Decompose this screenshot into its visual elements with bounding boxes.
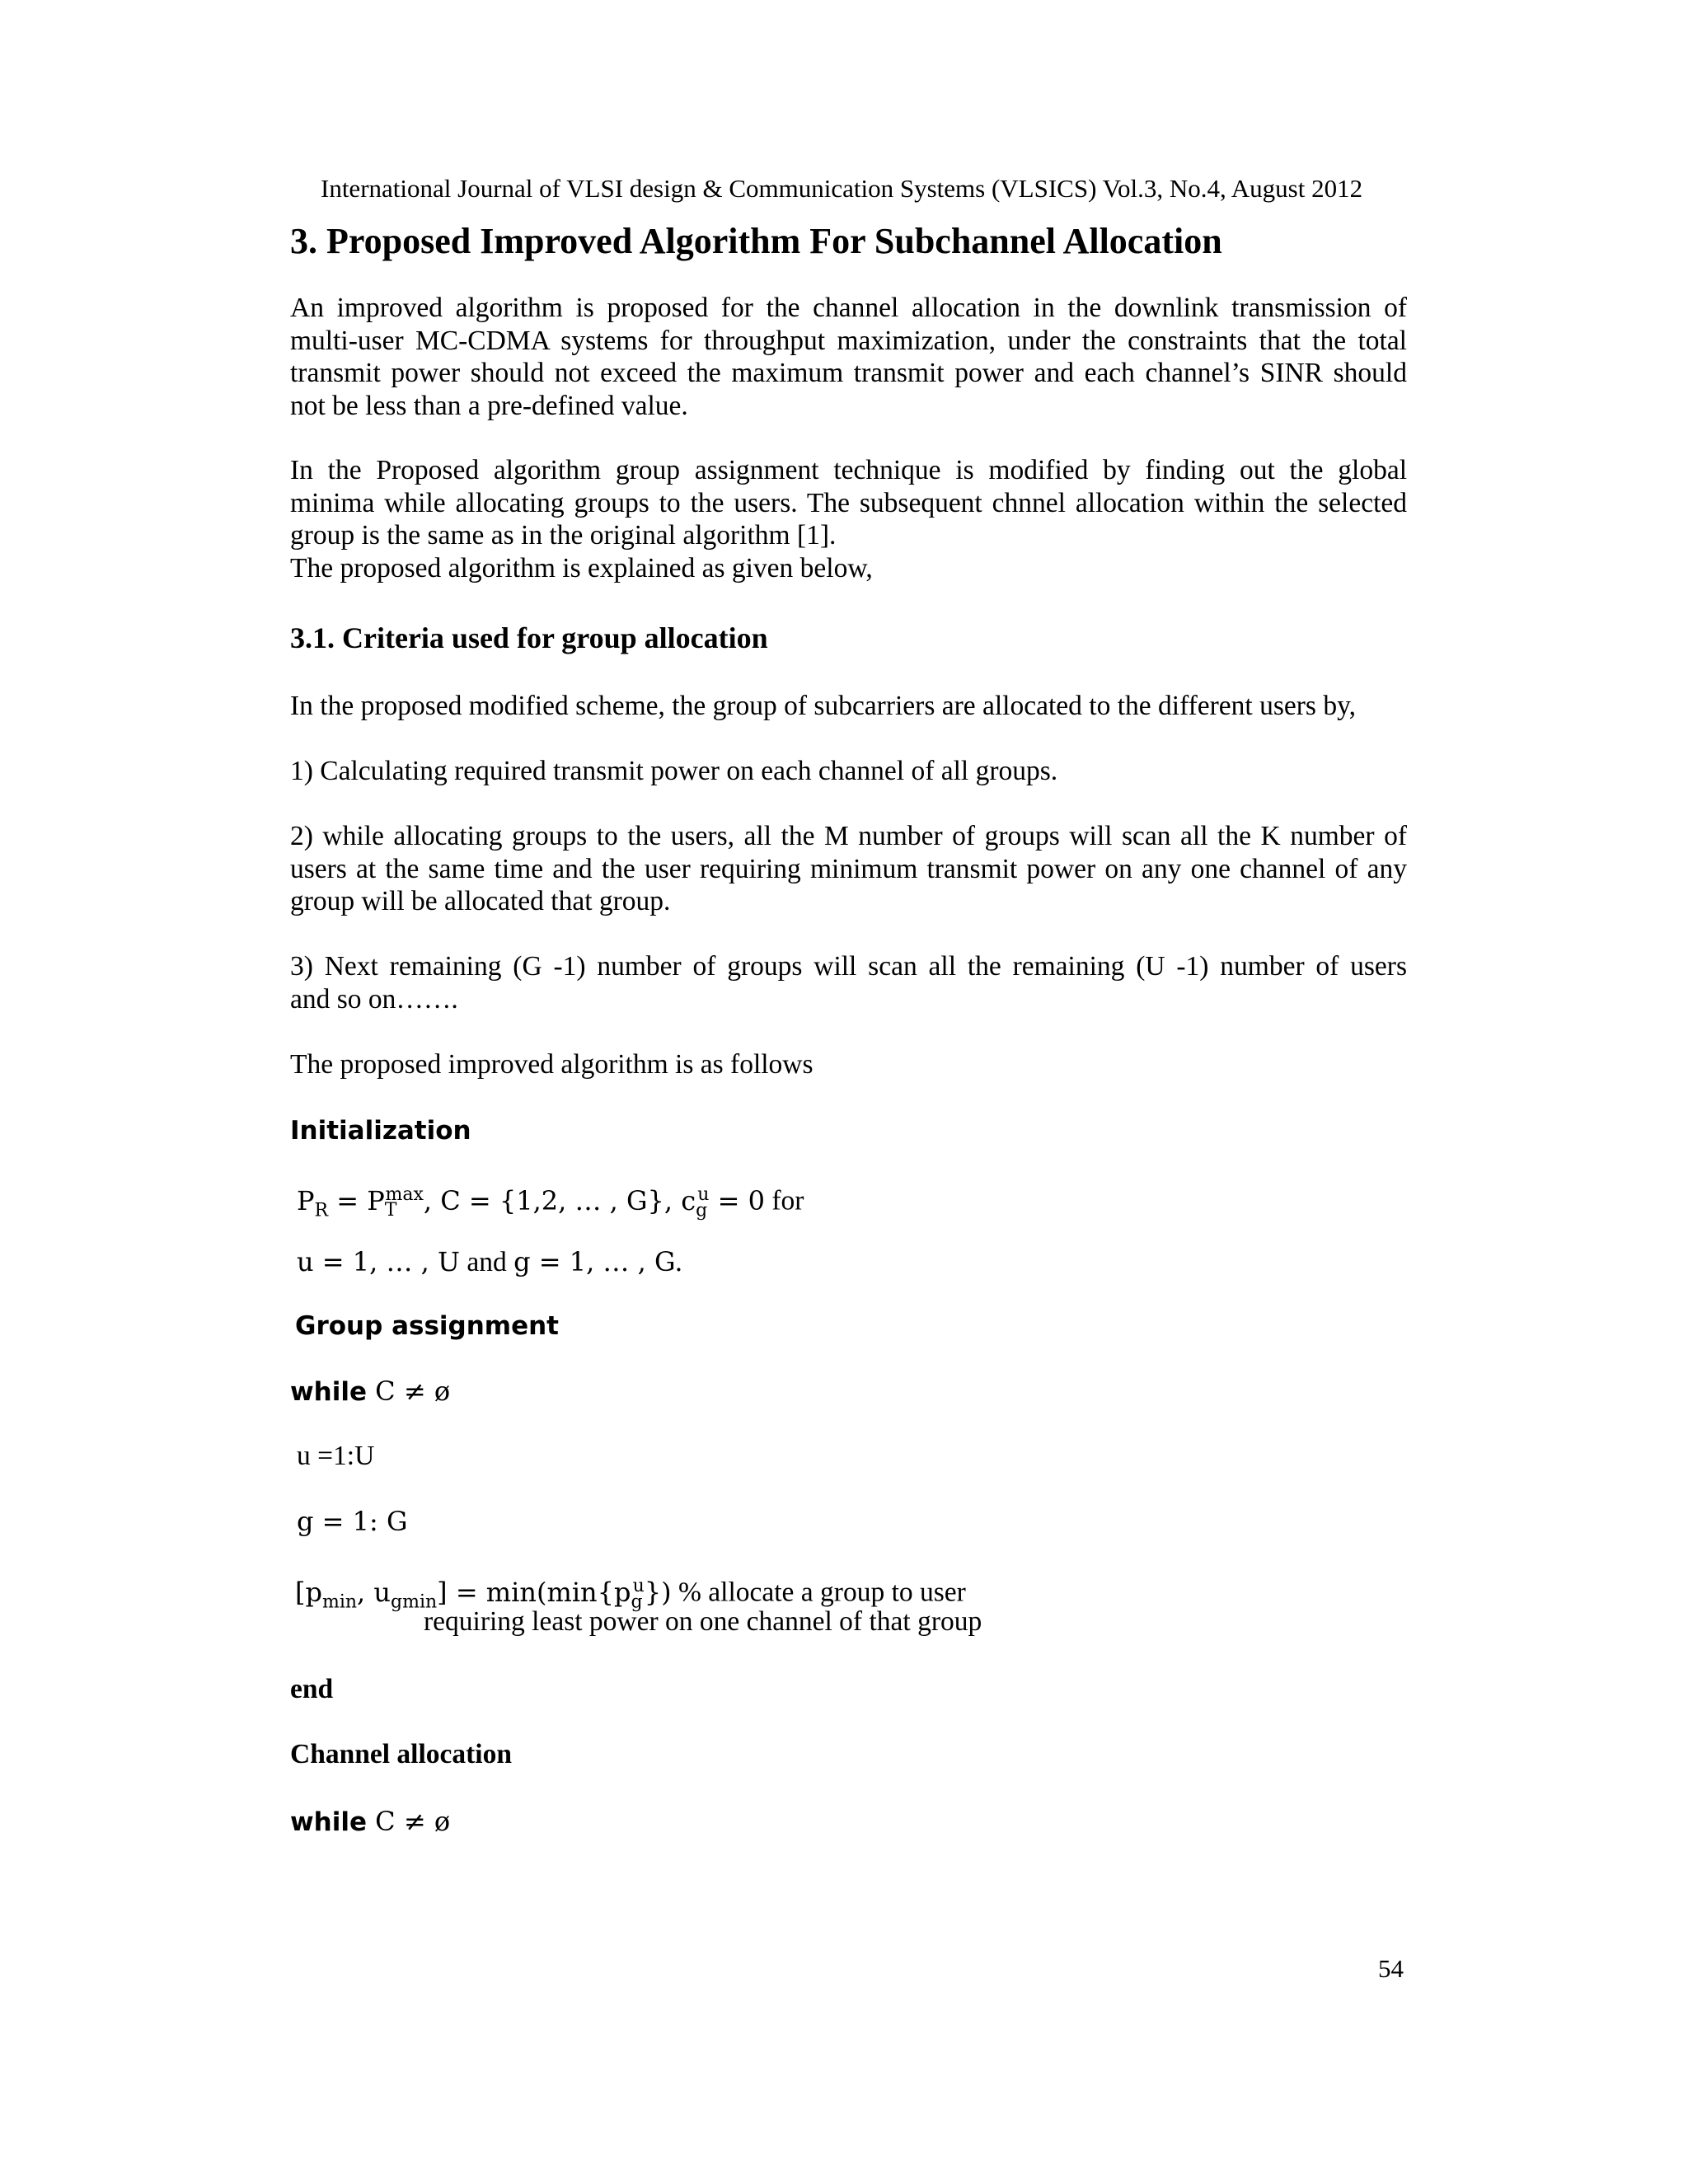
subsection-title: 3.1. Criteria used for group allocation [290,621,768,654]
while-condition: C ≠ ø [367,1376,451,1407]
min-expression: [$p_{min}$, $u_{gmin}] = \min(\min\{p_g^u\})$ [295,1576,672,1613]
and-text: and [459,1247,514,1277]
criteria-item-3 [290,950,1407,1015]
paragraph-line: group will be allocated that group. [290,886,671,916]
initialization-line-2 [297,1245,683,1279]
paragraph-line: The proposed algorithm is explained as given below, [290,552,873,583]
running-header: International Journal of VLSI design & Communication Systems (VLSICS) Vol.3, No.4, August 2012 [321,174,1363,203]
page-number: 54 [1378,1954,1404,1983]
paragraph-line: An improved algorithm is proposed for the channel allocation in the downlink transmission of [290,293,1407,323]
paragraph-line: multi-user MC-CDMA systems for throughput maximization, under the constraints that the total [290,325,1407,356]
paragraph-line: 2) while allocating groups to the users, all the M number of groups will scan all the K number of [290,821,1407,851]
paragraph-line: and so on……. [290,983,458,1015]
algorithm-comment: % allocate a group to user [671,1577,966,1608]
power-remaining-var: $P_R = P_T^{max}$, C = {1,2, … , G}, $c_g^u = 0$ [297,1184,765,1221]
paragraph-line: group is the same as in the original algorithm [1]. [290,520,837,551]
u-range: u = 1, … , U [297,1246,460,1277]
paragraph-proposed [290,454,1407,584]
for-text: for [764,1185,804,1216]
paragraph-line: In the Proposed algorithm group assignment technique is modified by finding out the global [290,455,1407,485]
initialization-heading: Initialization [290,1116,471,1146]
paragraph-line: not be less than a pre-defined value. [290,390,688,421]
end-keyword: end [290,1674,334,1704]
paragraph-line: minima while allocating groups to the users. The subsequent chnnel allocation within the selected [290,487,1407,518]
algorithm-intro: The proposed improved algorithm is as follows [290,1049,814,1080]
group-assignment-heading: Group assignment [295,1311,560,1341]
g-range: g = 1, … , G. [513,1246,683,1277]
while-statement-2 [290,1805,450,1839]
while-condition: C ≠ ø [367,1806,451,1837]
criteria-item-2 [290,820,1407,918]
paragraph-line: users at the same time and the user requiring minimum transmit power on any one channel of any [290,853,1407,884]
paragraph-intro [290,292,1407,422]
max-power-sub: T [384,1200,397,1221]
algorithm-comment-continued: requiring least power on one channel of that group [424,1606,982,1637]
criteria-intro: In the proposed modified scheme, the group of subcarriers are allocated to the different users by, [290,691,1357,721]
while-keyword: while [290,1807,367,1837]
paragraph-line: transmit power should not exceed the maximum transmit power and each channel’s SINR should [290,358,1407,388]
while-keyword: while [290,1377,367,1407]
channel-allocation-heading: Channel allocation [290,1739,512,1769]
initialization-line-1 [297,1179,804,1227]
while-statement-1 [290,1375,450,1408]
paragraph-line: 3) Next remaining (G -1) number of groups will scan all the remaining (U -1) number of users [290,951,1407,982]
u-loop: u =1:U [297,1441,375,1471]
section-title: 3. Proposed Improved Algorithm For Subchannel Allocation [290,221,1222,261]
criteria-item-1: 1) Calculating required transmit power on each channel of all groups. [290,756,1058,786]
g-loop: g = 1: G [297,1506,408,1537]
